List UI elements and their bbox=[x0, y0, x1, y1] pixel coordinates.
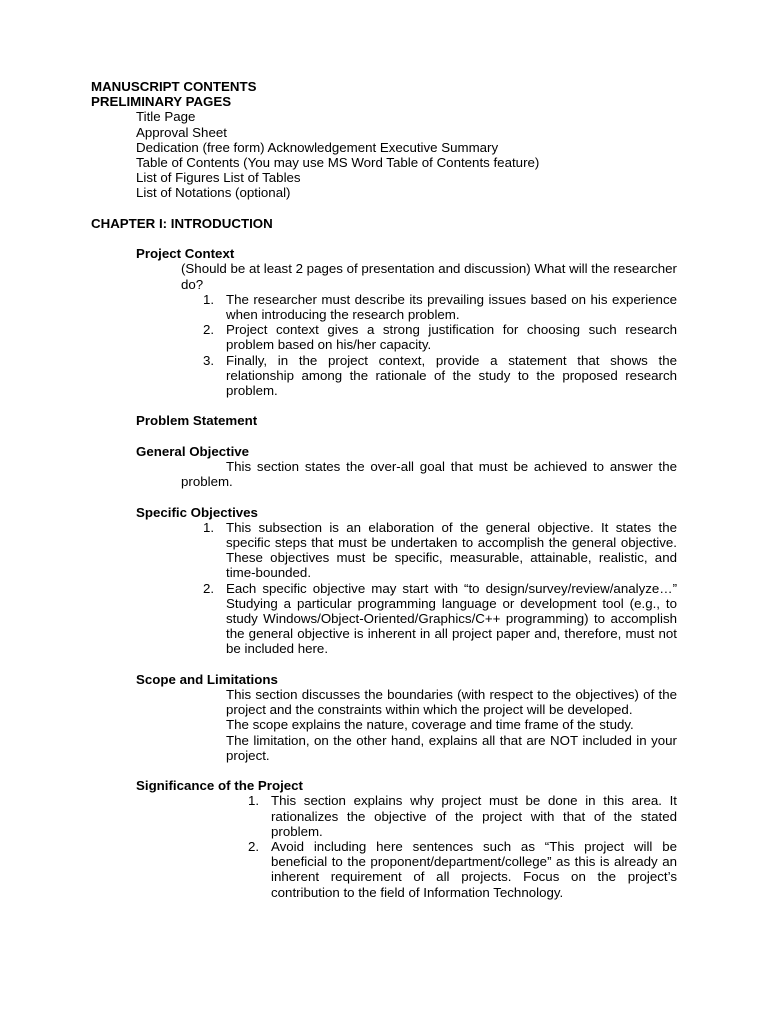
document-body bbox=[91, 79, 677, 900]
section-heading-project-context: Project Context bbox=[136, 246, 235, 262]
specific-objectives-list bbox=[91, 520, 677, 657]
list-item: 2. Project context gives a strong justification for choosing such research problem based on his/her capacity. bbox=[203, 322, 677, 353]
preliminary-item: Table of Contents (You may use MS Word Table of Contents feature) bbox=[136, 155, 540, 171]
project-context-intro: (Should be at least 2 pages of presentation and discussion) What will the researcher do? bbox=[181, 261, 677, 292]
general-objective-text: This section states the over-all goal that must be achieved to answer the problem. bbox=[181, 459, 677, 490]
scope-paragraph: This section discusses the boundaries (with respect to the objectives) of the project and the constraints within which the project will be developed. bbox=[226, 687, 677, 718]
list-item: 3. Finally, in the project context, provide a statement that shows the relationship among the rationale of the study to the proposed research problem. bbox=[203, 352, 677, 399]
scope-paragraph: The limitation, on the other hand, explains all that are NOT included in your project. bbox=[226, 732, 677, 763]
chapter-heading: CHAPTER I: INTRODUCTION bbox=[91, 215, 273, 231]
preliminary-heading: PRELIMINARY PAGES bbox=[91, 94, 232, 110]
significance-list bbox=[91, 793, 677, 899]
list-item: 1. The researcher must describe its prevailing issues based on his experience when introducing the research problem. bbox=[203, 291, 677, 323]
preliminary-item: List of Notations (optional) bbox=[136, 185, 291, 201]
section-heading-scope-limitations: Scope and Limitations bbox=[136, 671, 278, 687]
section-heading-general-objective: General Objective bbox=[136, 443, 250, 459]
list-item: 2. Avoid including here sentences such as “This project will be beneficial to the proponent/department/college” as this is already an inherent requirement of all projects. Focus on the project’s contribution to the field of Information Technology. bbox=[248, 839, 677, 900]
list-item: 1. This section explains why project must be done in this area. It rationalizes the objective of the project with that of the stated problem. bbox=[248, 793, 677, 839]
project-context-list bbox=[91, 292, 677, 398]
manuscript-heading: MANUSCRIPT CONTENTS bbox=[91, 79, 257, 94]
preliminary-item: Title Page bbox=[136, 109, 196, 125]
scope-paragraph: The scope explains the nature, coverage and time frame of the study. bbox=[226, 717, 634, 733]
section-heading-specific-objectives: Specific Objectives bbox=[136, 504, 258, 520]
preliminary-item: Dedication (free form) Acknowledgement Executive Summary bbox=[136, 139, 499, 155]
list-item: 1. This subsection is an elaboration of the general objective. It states the specific steps that must be undertaken to accomplish the general objective. These objectives must be specific, measurable, attainable, realistic, and time-bounded. bbox=[203, 519, 677, 581]
section-heading-significance: Significance of the Project bbox=[136, 778, 303, 794]
preliminary-item: List of Figures List of Tables bbox=[136, 170, 301, 186]
list-item: 2. Each specific objective may start with “to design/survey/review/analyze…” Studying a particular programming language or development tool (e.g., to study Windows/Object-Oriented/Graphics/C++ programming) to accomplish the general objective is inherent in all project paper and, therefore, must not be included here. bbox=[203, 580, 677, 657]
section-heading-problem-statement: Problem Statement bbox=[136, 413, 258, 429]
preliminary-item: Approval Sheet bbox=[136, 124, 227, 140]
